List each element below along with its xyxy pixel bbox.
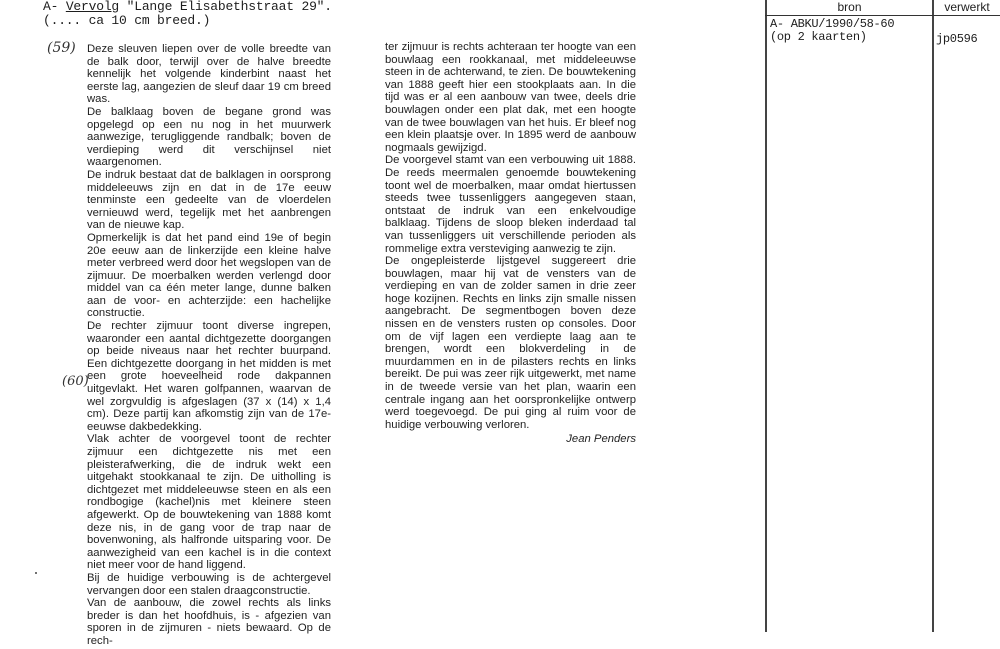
paragraph: Van de aanbouw, die zowel rechts als links breder is dan het hoofdhuis, is - afgezien van sporen in de zijmuren - niets bewaard. Op de rech-: [87, 597, 331, 647]
header-title: "Lange Elisabethstraat 29".: [119, 0, 332, 14]
paragraph: De rechter zijmuur toont diverse ingrepen, waaronder een aantal dichtgezette doorgangen op beide niveaus naar het rechter buurpand. Een dichtgezette doorgang in het midden is met een grote hoeveelheid rode dakpannen uitgevlakt. Het waren golfpannen, waarvan de wel zorgvuldig is afgeslagen (37 x (14) x 1,4 cm). Deze partij kan afkomstig zijn van de 17e-eeuwse dakbedekking.: [87, 320, 331, 433]
paragraph: Vlak achter de voorgevel toont de rechter zijmuur een dichtgezette nis met een pleisterafwerking, die de indruk wekt een uitgehakt stookkanaal te zijn. De uitholling is dichtgezet met middeleeuwse steen en als een rondbogige (kachel)nis met kleinere steen afgewerkt. Op de bouwtekening van 1888 komt deze nis, in de gang voor de trap naar de bovenwoning, als halfronde uitsparing voor. De aanwezigheid van een kachel is in die context niet meer voor de hand liggend.: [87, 433, 331, 572]
table-border-middle: [932, 0, 934, 632]
paragraph: De voorgevel stamt van een verbouwing uit 1888. De reeds meermalen genoemde bouwtekening toont wel de moerbalken, maar omdat hiertussen steeds twee tussenliggers aangegeven staan, ontstaat de indruk van een enkelvoudige balklaag. Tijdens de sloop bleken inderdaad tal van tussenliggers uit verschillende perioden als rommelige extra versteviging aanwezig te zijn.: [385, 154, 636, 255]
text-column-1: [87, 43, 331, 648]
table-cell-bron: A- ABKU/1990/58-60 (op 2 kaarten): [770, 17, 895, 44]
stray-mark: [35, 572, 37, 574]
table-header-bron: bron: [837, 0, 862, 14]
paragraph: De balklaag boven de begane grond was opgelegd op een nu nog in het muurwerk aanwezige, terugliggende randbalk; boven de verdieping werd dit verschijnsel niet waargenomen.: [87, 105, 331, 169]
header-vervolg: Vervolg: [65, 0, 120, 14]
table-header-rule: [765, 15, 1000, 16]
handwritten-page-note-59: (59): [47, 40, 76, 56]
table-border-left: [765, 0, 767, 632]
header-line-1: [43, 0, 332, 14]
paragraph: Bij de huidige verbouwing is de achtergevel vervangen door een stalen draagconstructie.: [87, 571, 331, 597]
document-header: [43, 0, 332, 28]
header-prefix: A-: [43, 0, 66, 14]
paragraph: Opmerkelijk is dat het pand eind 19e of begin 20e eeuw aan de linkerzijde een kleine halve meter verbreed werd door het wegslopen van de zijmuur. De moerbalken werden verlengd door middel van ca één meter lange, dunne balken aan de voor- en achterzijde: een hachelijke constructie.: [87, 231, 331, 320]
paragraph: De indruk bestaat dat de balklagen in oorsprong middeleeuws zijn en dat in de 17e eeuw tenminste een gedeelte van de vloerdelen vernieuwd werd, tegelijk met het aanbrengen van de nieuwe kap.: [87, 168, 331, 232]
text-column-2: [385, 41, 636, 446]
paragraph: De ongepleisterde lijstgevel suggereert drie bouwlagen, maar hij vat de vensters van de verdieping en van de zolder samen in drie zeer hoge kozijnen. Rechts en links zijn smalle nissen aangebracht. De segmentbogen boven deze nissen en de vensters rusten op consoles. Door om de vijf lagen een verdiepte laag aan te brengen, wordt een blokverdeling in de muurdammen en in de pilasters rechts en links bereikt. De pui was zeer rijk uitgewerkt, met name in de tweede versie van het plan, waarin een centrale ingang aan het oorspronkelijke ontwerp werd toegevoegd. De pui ging al ruim voor de huidige verbouwing verloren.: [385, 255, 636, 431]
table-header-verwerkt: verwerkt: [944, 0, 990, 14]
author-signature: Jean Penders: [566, 433, 636, 446]
header-line-2: (.... ca 10 cm breed.): [43, 13, 211, 28]
paragraph: Deze sleuven liepen over de volle breedte van de balk door, terwijl over de halve breedte kennelijk het volgende kinderbint naast het eerste lag, aangezien de sleuf daar 19 cm breed was.: [87, 43, 331, 106]
paragraph: ter zijmuur is rechts achteraan ter hoogte van een bouwlaag een rookkanaal, met middeleeuwse steen in de achterwand, te zien. De bouwtekening van 1888 geeft hier een stookplaats aan. In die tijd was er al een aanbouw van twee, deels drie bouwlagen onder een plat dak, met een hoogte van de twee bouwlagen van het huis. Er bleef nog een klein plaatsje over. In 1895 werd de aanbouw nogmaals gewijzigd.: [385, 41, 636, 154]
table-cell-verwerkt: jp0596: [936, 32, 978, 46]
handwritten-page-note-60: (60): [62, 374, 89, 389]
